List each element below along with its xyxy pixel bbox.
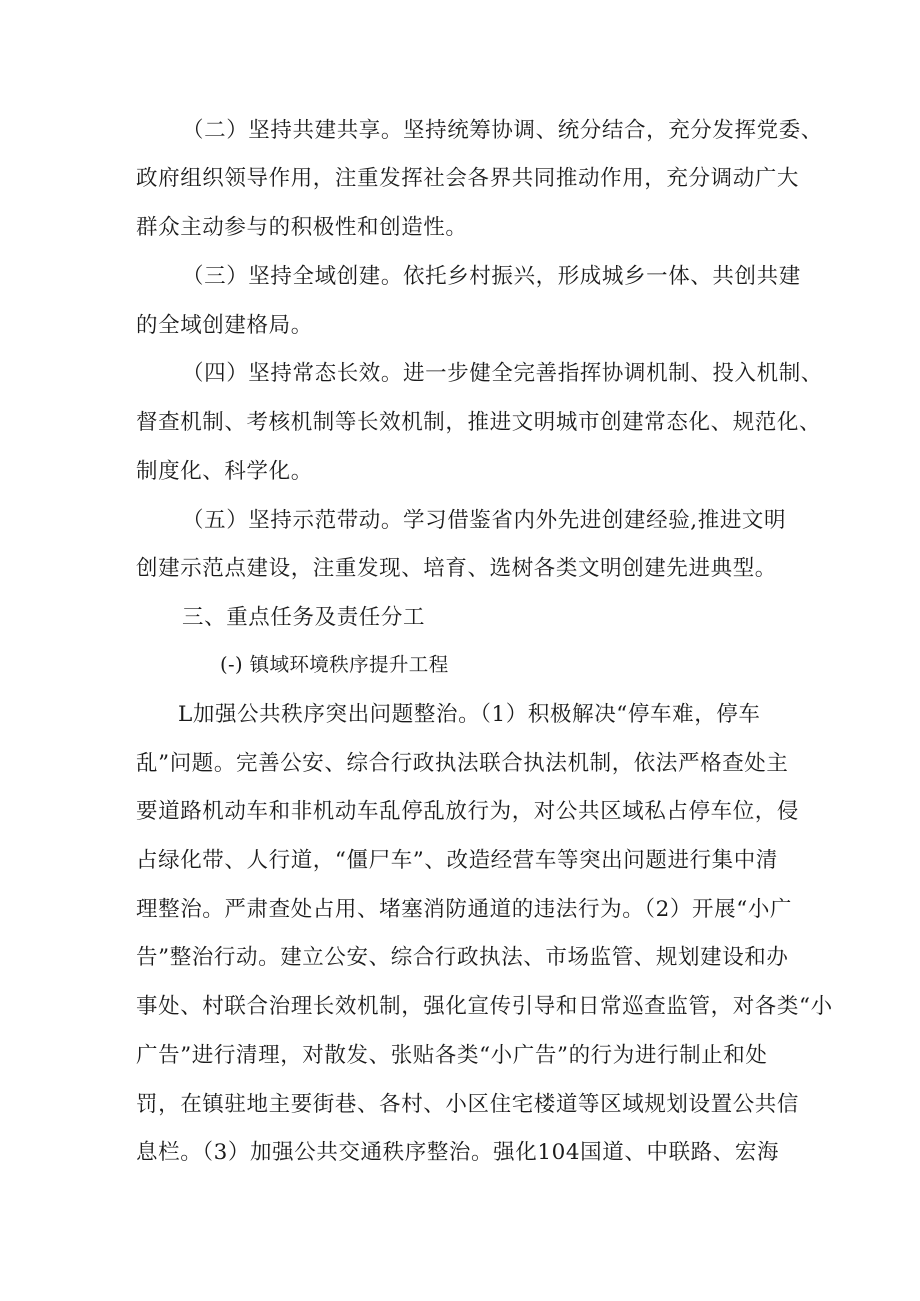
item-line-6: 告”整治行动。建立公安、综合行政执法、市场监管、规划建设和办 (136, 945, 789, 970)
item-line-5: 理整治。严肃查处占用、堵塞消防通道的违法行为。（2）开展“小广 (136, 897, 793, 922)
subsection-heading: (-) 镇域环境秩序提升工程 (220, 653, 449, 676)
paragraph-3-line-1: （三）坚持全域创建。依托乡村振兴，形成城乡一体、共创共建 (182, 264, 801, 289)
paragraph-4-line-3: 制度化、科学化。 (136, 459, 313, 484)
item-line-1: L加强公共秩序突出问题整治。（1）积极解决“停车难，停车 (178, 702, 761, 727)
paragraph-2-line-2: 政府组织领导作用，注重发挥社会各界共同推动作用，充分调动广大 (136, 166, 800, 191)
item-line-4: 占绿化带、人行道，“僵尸车”、改造经营车等突出问题进行集中清 (136, 848, 778, 873)
item-line-2: 乱”问题。完善公安、综合行政执法联合执法机制，依法严格查处主 (136, 751, 789, 776)
paragraph-3-line-2: 的全域创建格局。 (136, 313, 313, 338)
paragraph-2-line-3: 群众主动参与的积极性和创造性。 (136, 215, 468, 240)
paragraph-5-line-1: （五）坚持示范带动。学习借鉴省内外先进创建经验,推进文明 (182, 508, 787, 533)
paragraph-2-line-1: （二）坚持共建共享。坚持统筹协调、统分结合，充分发挥党委、 (182, 118, 823, 143)
section-heading: 三、重点任务及责任分工 (182, 605, 426, 630)
item-line-9: 罚，在镇驻地主要街巷、各村、小区住宅楼道等区域规划设置公共信 (136, 1092, 800, 1117)
item-line-7: 事处、村联合治理长效机制，强化宣传引导和日常巡查监管，对各类“小 (136, 994, 833, 1019)
item-line-10: 息栏。（3）加强公共交通秩序整治。强化104国道、中联路、宏海 (136, 1140, 780, 1165)
paragraph-4-line-1: （四）坚持常态长效。进一步健全完善指挥协调机制、投入机制、 (182, 361, 823, 386)
item-line-3: 要道路机动车和非机动车乱停乱放行为，对公共区域私占停车位，侵 (136, 799, 800, 824)
paragraph-4-line-2: 督查机制、考核机制等长效机制，推进文明城市创建常态化、规范化、 (136, 410, 822, 435)
item-line-8: 广告”进行清理，对散发、张贴各类“小广告”的行为进行制止和处 (136, 1043, 768, 1068)
paragraph-5-line-2: 创建示范点建设，注重发现、培育、选树各类文明创建先进典型。 (136, 556, 777, 581)
